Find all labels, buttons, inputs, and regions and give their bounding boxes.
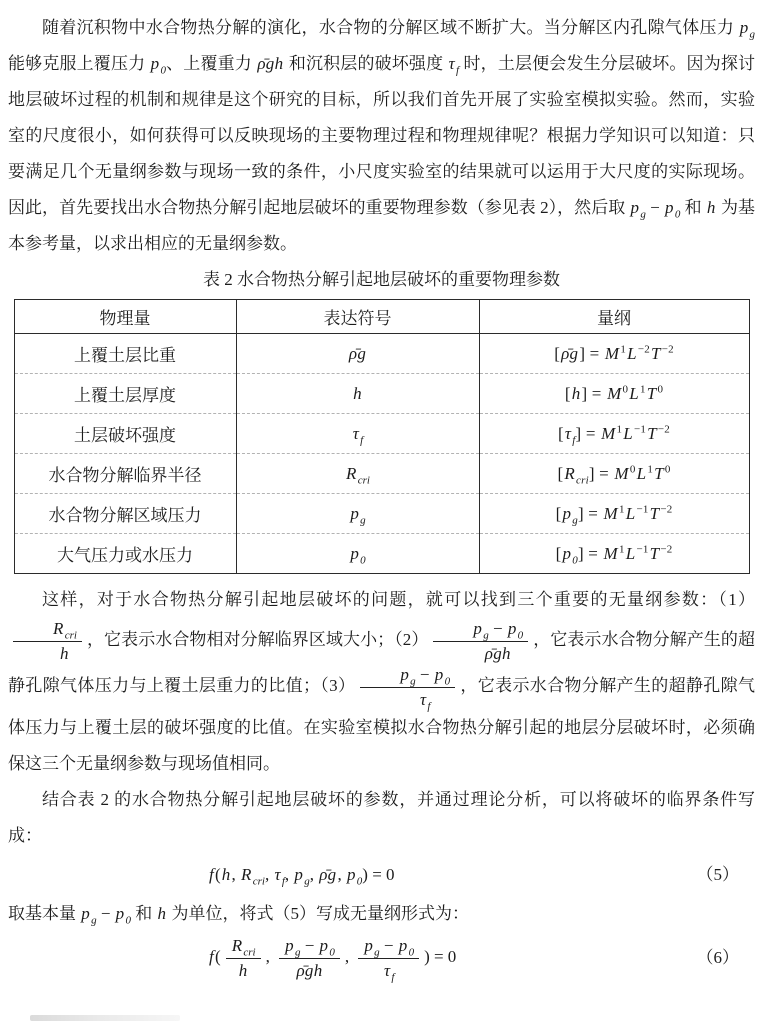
paragraph-intro: 随着沉积物中水合物热分解的演化，水合物的分解区域不断扩大。当分解区内孔隙气体压力 $p_g$ 能够克服上覆压力 $p_0$、上覆重力 ρ̄gh 和沉积层的破坏强度 $\tau_f$ 时，土层便会发生分层破坏。因为探讨地层破坏过程的机制和规律是这个研究的目标，所以我们首先开展了实验室模拟实验。然而，实验室的尺度很小，如何获得可以反映现场的主要物理过程和物理规律呢？根据力学知识可以知道：只要满足几个无量纲参数与现场一致的条件，小尺度实验室的结果就可以运用于大尺度的实际现场。因此，首先要找出水合物热分解引起地层破坏的重要物理参数（参见表 2），然后取 $p_g - p_0$ 和 h 为基本参考量，以求出相应的无量纲参数。 bbox=[8, 18, 756, 253]
cell-quantity: 水合物分解临界半径 bbox=[14, 454, 236, 494]
header-quantity: 物理量 bbox=[14, 300, 236, 334]
table-header-row bbox=[14, 300, 749, 334]
equation-5-body: f(h, $R_{cri}$, $\tau_f$, $p_g$, ρ̄g, $p_0) = 0$ bbox=[209, 865, 395, 888]
paragraph-critical-condition: 结合表 2 的水合物热分解引起地层破坏的参数，并通过理论分析，可以将破坏的临界条件写成： bbox=[8, 790, 755, 846]
equation-6 bbox=[8, 935, 755, 984]
equation-5-number: （5） bbox=[696, 865, 739, 885]
cell-dimension: $[R_{cri}] = M^0L^1T^0$ bbox=[479, 454, 749, 494]
cell-symbol: $p_g$ bbox=[236, 494, 479, 534]
cell-symbol: $p_0$ bbox=[236, 534, 479, 574]
cell-symbol: $\tau_f$ bbox=[236, 414, 479, 454]
cell-dimension: $[h] = M^0L^1T^0$ bbox=[479, 374, 749, 414]
cell-symbol: ρ̄g bbox=[236, 334, 479, 374]
equation-6-number: （6） bbox=[696, 948, 739, 968]
table-row bbox=[14, 414, 749, 454]
cell-dimension: $[p_0] = M^1L^{-1}T^{-2}$ bbox=[479, 534, 749, 574]
cell-quantity: 上覆土层厚度 bbox=[14, 374, 236, 414]
cell-quantity: 水合物分解区域压力 bbox=[14, 494, 236, 534]
parameters-table bbox=[14, 299, 750, 574]
table-caption: 表 2 水合物热分解引起地层破坏的重要物理参数 bbox=[203, 270, 560, 289]
cell-quantity: 大气压力或水压力 bbox=[57, 546, 193, 565]
scan-artifact bbox=[30, 1015, 180, 1021]
cell-quantity: 土层破坏强度 bbox=[14, 414, 236, 454]
table-row bbox=[14, 454, 749, 494]
equation-5 bbox=[8, 857, 755, 893]
table-row bbox=[14, 374, 749, 414]
cell-dimension: $[\tau_f] = M^1L^{-1}T^{-2}$ bbox=[479, 414, 749, 454]
equation-6-body: f( $\frac{R_{cri}}{h}$ , $\frac{p_g - p_0}{\rhōgh}$ , $\frac{p_g - p_0}{\tau_f}$ ) = 0 bbox=[209, 936, 457, 984]
cell-dimension: $[p_g] = M^1L^{-1}T^{-2}$ bbox=[479, 494, 749, 534]
cell-symbol: $R_{cri}$ bbox=[236, 454, 479, 494]
header-dimension: 量纲 bbox=[479, 300, 749, 334]
table-row bbox=[14, 334, 749, 374]
table-body bbox=[14, 334, 749, 574]
table-row bbox=[14, 534, 749, 574]
cell-dimension: [ρ̄g] = $M^1L^{-2}T^{-2}$ bbox=[479, 334, 749, 374]
table-row bbox=[14, 494, 749, 534]
cell-symbol: h bbox=[236, 374, 479, 414]
header-symbol: 表达符号 bbox=[236, 300, 479, 334]
paragraph-base-units: 取基本量 $p_g - p_0$ 和 h 为单位，将式（5）写成无量纲形式为： bbox=[8, 904, 470, 927]
cell-quantity: 上覆土层比重 bbox=[14, 334, 236, 374]
paragraph-dimensionless-analysis: 这样，对于水合物热分解引起地层破坏的问题，就可以找到三个重要的无量纲参数：（1） $\frac{R_{cri}}{h}$ ，它表示水合物相对分解临界区域大小；（2） $\frac{p_g - p_0}{\rhōgh}$ ，它表示水合物分解产生的超静孔隙气体压力与上覆土层重力的比值；（3） $\frac{p_g - p_0}{\tau_f}$ ，它表示水合物分解产生的超静孔隙气体压力与上覆土层的破坏强度的比值。在实验室模拟水合物热分解引起的地层分层破坏时，必须确保这三个无量纲参数与现场值相同。 bbox=[8, 590, 756, 774]
